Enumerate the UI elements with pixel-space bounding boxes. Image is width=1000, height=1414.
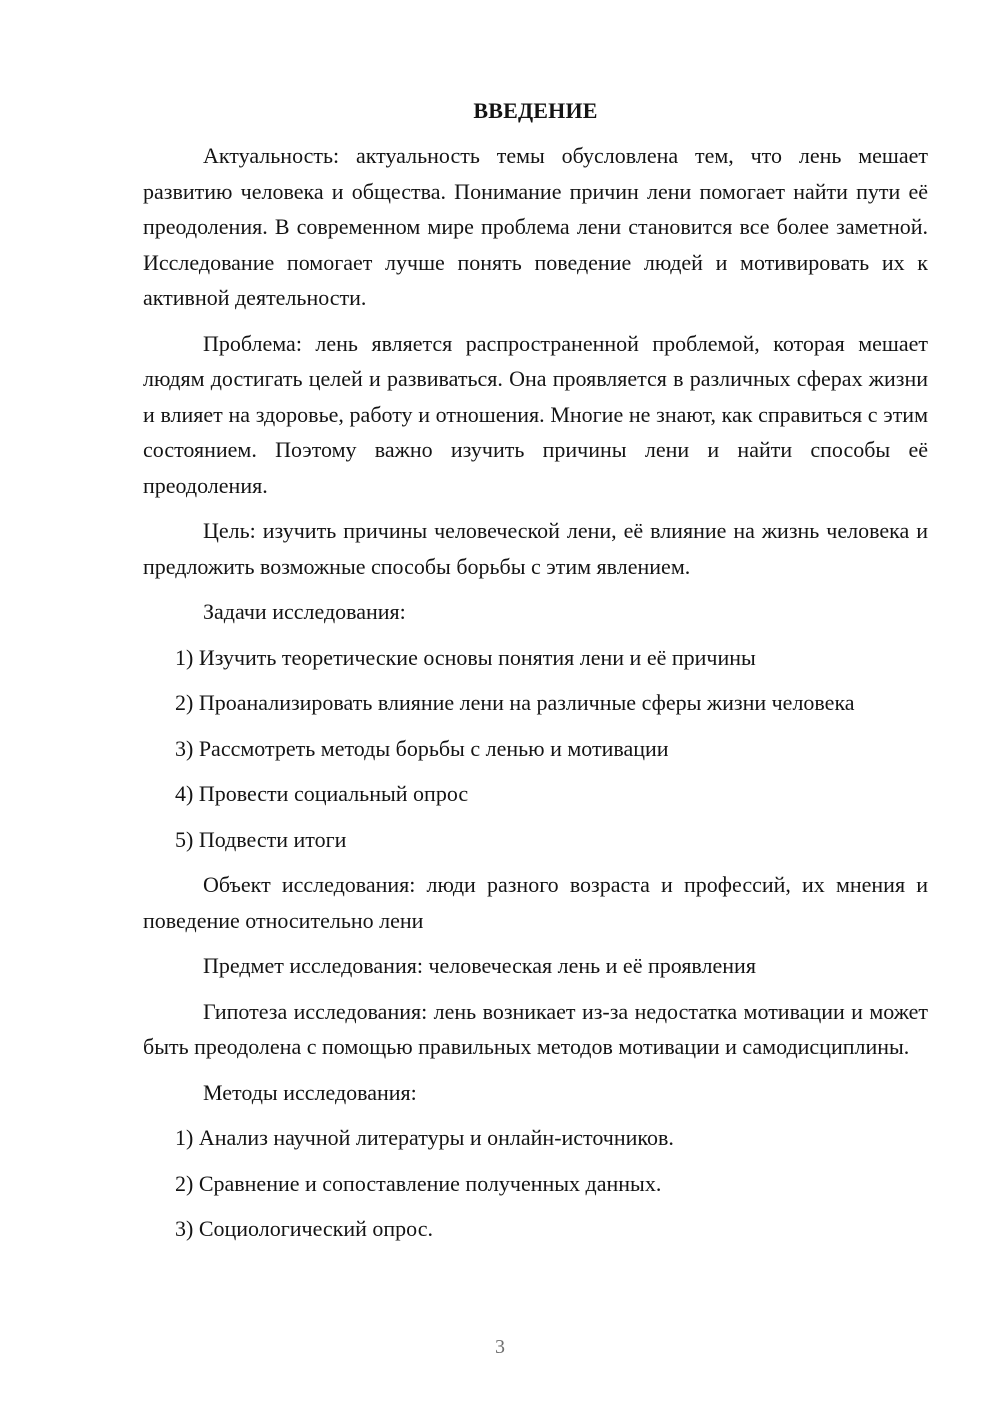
- task-item-4: 4) Провести социальный опрос: [175, 781, 469, 806]
- task-item-1: 1) Изучить теоретические основы понятия лени и её причины: [175, 644, 756, 670]
- object-paragraph: Объект исследования: люди разного возраста и профессий, их мнения и поведение относительно лени: [143, 872, 928, 933]
- goal-paragraph: Цель: изучить причины человеческой лени, её влияние на жизнь человека и предложить возможные способы борьбы с этим явлением.: [143, 518, 928, 579]
- relevance-paragraph: Актуальность: актуальность темы обусловлена тем, что лень мешает развитию человека и общества. Понимание причин лени помогает найти пути её преодоления. В современном мире проблема лени становится все более заметной. Исследование помогает лучше понять поведение людей и мотивировать их к активной деятельности.: [143, 143, 928, 310]
- hypothesis-paragraph: Гипотеза исследования: лень возникает из-за недостатка мотивации и может быть преодолена с помощью правильных методов мотивации и самодисциплины.: [143, 998, 928, 1059]
- method-item-1: 1) Анализ научной литературы и онлайн-источников.: [175, 1125, 674, 1150]
- problem-paragraph: Проблема: лень является распространенной проблемой, которая мешает людям достигать целей и развиваться. Она проявляется в различных сферах жизни и влияет на здоровье, работу и отношения. Многие не знают, как справиться с этим состоянием. Поэтому важно изучить причины лени и найти способы её преодоления.: [143, 330, 928, 498]
- document-page: [143, 94, 928, 1257]
- task-item-3: 3) Рассмотреть методы борьбы с ленью и мотивации: [175, 735, 669, 761]
- methods-title: Методы исследования:: [203, 1079, 417, 1105]
- task-item-5: 5) Подвести итоги: [175, 826, 347, 852]
- method-item-3: 3) Социологический опрос.: [175, 1216, 433, 1241]
- subject-paragraph: Предмет исследования: человеческая лень и её проявления: [203, 953, 756, 978]
- method-item-2: 2) Сравнение и сопоставление полученных данных.: [175, 1170, 662, 1196]
- tasks-title: Задачи исследования:: [203, 599, 406, 624]
- page-number: 3: [495, 1336, 505, 1358]
- page-title: ВВЕДЕНИЕ: [473, 98, 598, 123]
- task-item-2: 2) Проанализировать влияние лени на различные сферы жизни человека: [175, 690, 855, 715]
